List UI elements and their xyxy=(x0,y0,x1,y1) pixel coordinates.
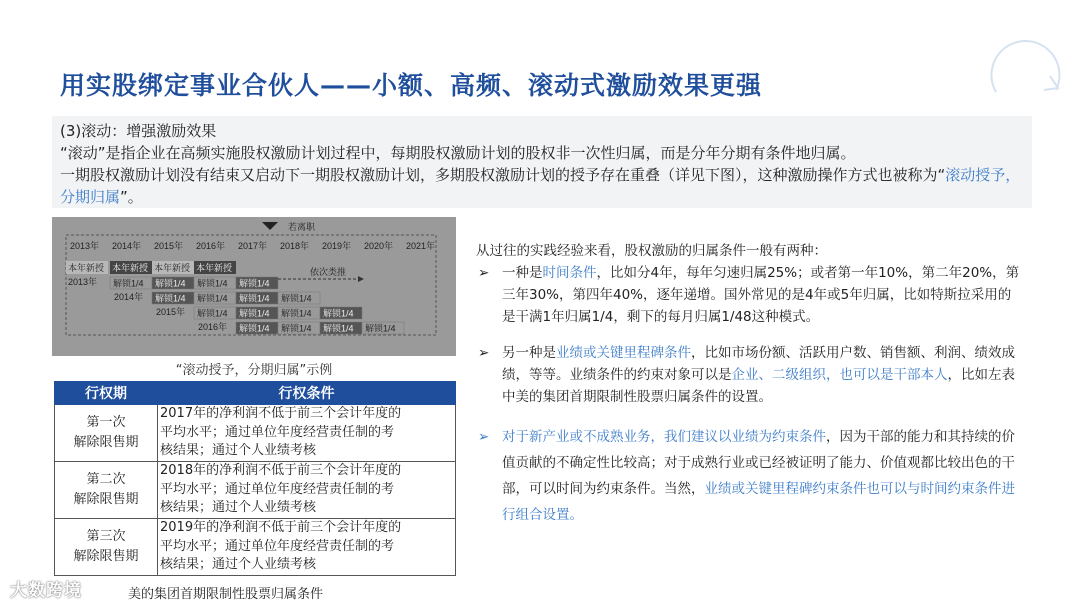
unlock-label: 解锁1/4 xyxy=(113,278,144,289)
vesting-conditions-table xyxy=(54,381,456,576)
grant-label: 本年新授 xyxy=(196,263,233,273)
year-label: 2019年 xyxy=(322,241,352,251)
rolling-grant-diagram xyxy=(52,217,456,356)
figure-caption: “滚动授予，分期归属”示例 xyxy=(175,363,333,378)
explanation-panel xyxy=(476,240,1024,528)
year-label: 2020年 xyxy=(364,241,394,251)
year-label: 2013年 xyxy=(70,241,100,251)
arrow-bullet-icon: ➢ xyxy=(478,345,490,361)
grant-label: 本年新授 xyxy=(154,263,191,273)
unlock-label: 解锁1/4 xyxy=(197,308,228,319)
year-label: 2016年 xyxy=(196,241,226,251)
unlock-label: 解锁1/4 xyxy=(239,278,270,289)
unlock-label: 解锁1/4 xyxy=(281,323,312,334)
list-item: ➢ 对于新产业或不成熟业务，我们建议以业绩为约束条件，因为干部的能力和其持续的价值贡献的不确定性比较高；对于成熟行业或已经被证明了能力、价值观都比较出色的干部，可以时间为约束条件。当然，业绩或关键里程碑约束条件也可以与时间约束条件进行组合设置。 xyxy=(476,424,1024,528)
table-row: 第二次 解除限售期 2018年的净利润不低于前三个会计年度的 平均水平；通过单位年度经营责任制的考 核结果；通过个人业绩考核 xyxy=(55,462,456,519)
unlock-label: 解锁1/4 xyxy=(155,293,186,304)
unlock-label: 解锁1/4 xyxy=(323,308,354,319)
unlock-label: 解锁1/4 xyxy=(197,293,228,304)
unlock-label: 解锁1/4 xyxy=(155,278,186,289)
unlock-label: 解锁1/4 xyxy=(239,293,270,304)
arrow-bullet-icon: ➢ xyxy=(478,265,490,281)
intro-paragraph-1: “滚动”是指企业在高频实施股权激励计划过程中，每期股权激励计划的股权非一次性归属，而是分年分期有条件地归属。 xyxy=(60,144,856,162)
row-year-label: 2013年 xyxy=(68,277,98,287)
year-label: 2021年 xyxy=(406,241,436,251)
unlock-label: 解锁1/4 xyxy=(365,323,396,334)
unlock-label: 解锁1/4 xyxy=(239,308,270,319)
year-label: 2017年 xyxy=(238,241,268,251)
sequence-label: 依次类推 xyxy=(310,267,347,277)
intro-paragraph-2: 一期股权激励计划没有结束又启动下一期股权激励计划，多期股权激励计划的授予存在重叠（详见下图），这种激励操作方式也被称为“滚动授予，分期归属”。 xyxy=(60,166,1021,206)
unlock-label: 解锁1/4 xyxy=(323,323,354,334)
resign-label: 若离职 xyxy=(288,222,316,232)
intro-box xyxy=(52,116,1032,208)
list-item: ➢ 另一种是业绩或关键里程碑条件，比如市场份额、活跃用户数、销售额、利润、绩效成绩，等等。业绩条件的约束对象可以是企业、二级组织，也可以是干部本人，比如左表中美的集团首期限制性股票归属条件的设置。 xyxy=(476,342,1024,408)
table-row: 第三次 解除限售期 2019年的净利润不低于前三个会计年度的 平均水平；通过单位年度经营责任制的考 核结果；通过个人业绩考核 xyxy=(55,519,456,576)
list-item: ➢ 一种是时间条件，比如分4年，每年匀速归属25%；或者第一年10%，第二年20%，第三年30%，第四年40%，逐年递增。国外常见的是4年或5年归属，比如特斯拉采用的是干满1年归属1/4，剩下的每月归属1/48这种模式。 xyxy=(476,262,1024,328)
unlock-label: 解锁1/4 xyxy=(281,293,312,304)
header-condition: 行权条件 xyxy=(158,382,456,405)
year-label: 2015年 xyxy=(154,241,184,251)
decorative-arc-icon xyxy=(986,32,1066,112)
year-label: 2018年 xyxy=(280,241,310,251)
watermark-logo: 大数跨境 xyxy=(10,581,82,601)
page-title: 用实股绑定事业合伙人——小额、高频、滚动式激励效果更强 xyxy=(60,71,763,100)
unlock-label: 解锁1/4 xyxy=(239,323,270,334)
header-period: 行权期 xyxy=(55,382,158,405)
row-year-label: 2014年 xyxy=(114,292,144,302)
grant-label: 本年新授 xyxy=(68,263,105,273)
year-label: 2014年 xyxy=(112,241,142,251)
unlock-label: 解锁1/4 xyxy=(197,278,228,289)
unlock-label: 解锁1/4 xyxy=(281,308,312,319)
table-caption: 美的集团首期限制性股票归属条件 xyxy=(128,587,324,602)
intro-heading: (3)滚动：增强激励效果 xyxy=(60,122,217,140)
arrow-bullet-icon: ➢ xyxy=(478,429,490,445)
explanation-lead: 从过往的实践经验来看，股权激励的归属条件一般有两种： xyxy=(476,243,827,259)
row-year-label: 2016年 xyxy=(198,322,228,332)
grant-label: 本年新授 xyxy=(112,263,149,273)
table-row: 第一次 解除限售期 2017年的净利润不低于前三个会计年度的 平均水平；通过单位年度经营责任制的考 核结果；通过个人业绩考核 xyxy=(55,405,456,462)
row-year-label: 2015年 xyxy=(156,307,186,317)
